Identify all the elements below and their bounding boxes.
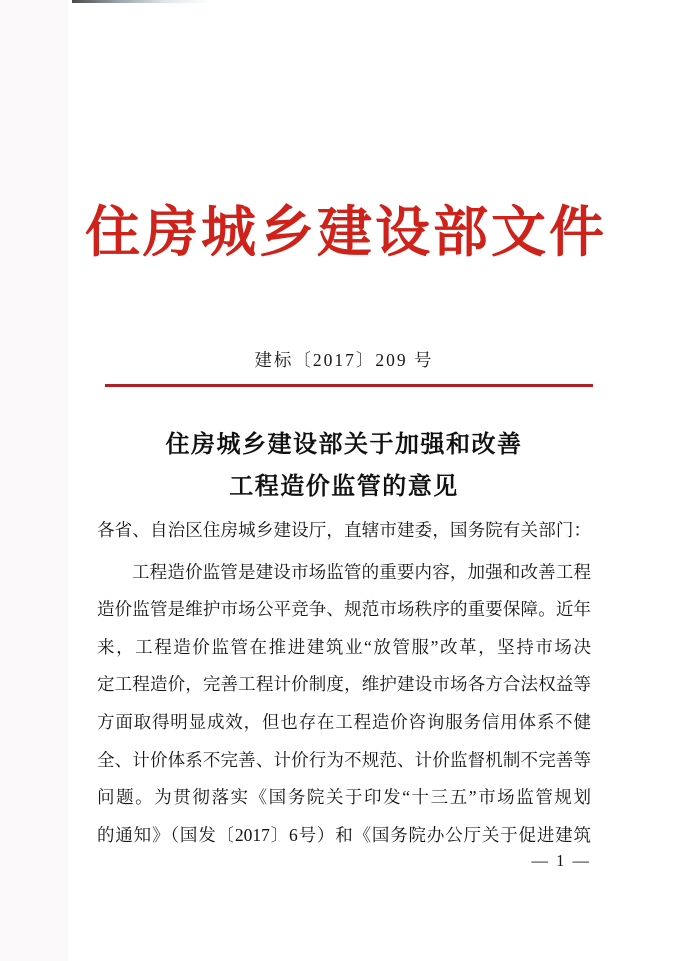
body-line: 方面取得明显成效，但也存在工程造价咨询服务信用体系不健: [97, 711, 591, 732]
document-title: [97, 424, 591, 508]
document-page: [68, 0, 680, 961]
document-body: [97, 512, 591, 854]
body-line: 的通知》（国发〔2017〕6号）和《国务院办公厅关于促进建筑: [97, 824, 591, 845]
agency-banner-title: 住房城乡建设部文件: [85, 202, 608, 263]
red-divider-rule: [105, 384, 593, 387]
document-number: 建标〔2017〕209 号: [254, 350, 434, 370]
body-line: 工程造价监管是建设市场监管的重要内容，加强和改善工程: [132, 561, 591, 582]
document-content: [85, 0, 608, 961]
body-line: 全、计价体系不完善、计价行为不规范、计价监督机制不完善等: [97, 749, 591, 770]
body-line: 定工程造价，完善工程计价制度，维护建设市场各方合法权益等: [97, 674, 591, 695]
document-title-line2: 工程造价监管的意见: [229, 474, 459, 500]
salutation-line: 各省、自治区住房城乡建设厅，直辖市建委，国务院有关部门：: [97, 520, 591, 540]
body-line: 造价监管是维护市场公平竞争、规范市场秩序的重要保障。近年: [97, 599, 591, 620]
body-line: 问题。为贯彻落实《国务院关于印发“十三五”市场监管规划: [97, 787, 591, 808]
page-number: — 1 —: [531, 851, 591, 870]
document-title-line1: 住房城乡建设部关于加强和改善: [165, 432, 523, 458]
body-line: 来，工程造价监管在推进建筑业“放管服”改革，坚持市场决: [97, 636, 591, 657]
